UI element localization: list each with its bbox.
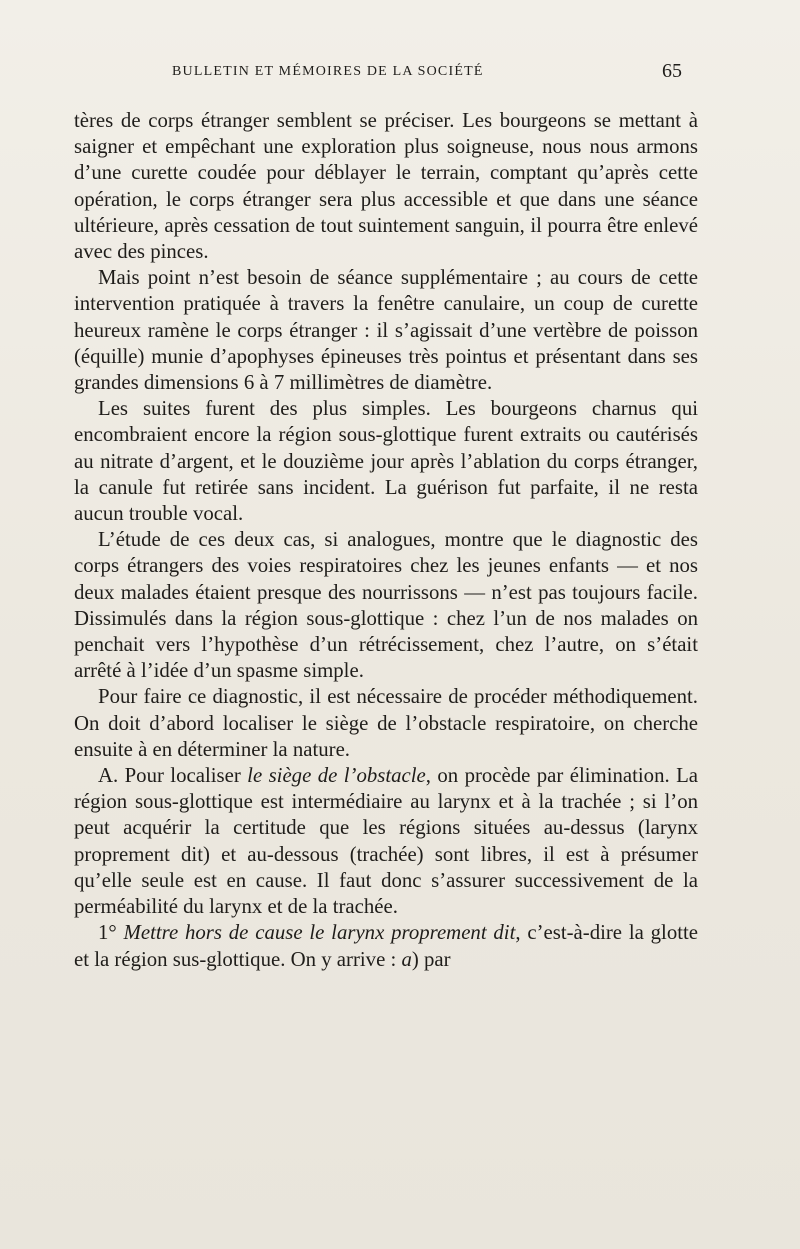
paragraph-7-rest: , c’est-à-dire la glotte et la région sus-glottique. On y arrive : — [74, 921, 699, 971]
paragraph-7-italic-letter: a — [401, 947, 412, 971]
paragraph-6-lead: A. Pour localiser — [98, 764, 248, 788]
page-header — [74, 60, 682, 86]
paragraph-1: tères de corps étranger semblent se préciser. Les bourgeons se mettant à saigner et empêchant une exploration plus soigneuse, nous nous armons d’une curette coudée pour déblayer le terrain, comptant qu’après cette opération, le corps étranger sera plus accessible et que dans une séance ultérieure, après cessation de tout suintement sanguin, il pourra être enlevé avec des pinces. — [74, 109, 698, 264]
paragraph-6 — [74, 763, 698, 920]
paragraph-7 — [74, 920, 698, 972]
paragraph-4: L’étude de ces deux cas, si analogues, montre que le diagnostic des corps étrangers des voies respiratoires chez les jeunes enfants — et nos deux malades étaient presque des nourrissons — n’est pas toujours facile. Dissimulés dans la région sous-glottique : chez l’un de nos malades on penchait vers l’hypothèse d’un rétrécissement, chez l’autre, on s’était arrêté à l’idée d’un spasme simple. — [74, 528, 698, 683]
paragraph-6-rest: , on procède par élimination. La région sous-glottique est intermédiaire au larynx et à la trachée ; si l’on peut acquérir la certitude que les régions situées au-dessus (larynx proprement dit) et au-dessous (trachée) sont libres, il est à présumer qu’elle seule est en cause. Il faut donc s’assurer successivement de la perméabilité du larynx et de la trachée. — [74, 764, 698, 919]
paragraph-3: Les suites furent des plus simples. Les bourgeons charnus qui encombraient encore la région sous-glottique furent extraits ou cautérisés au nitrate d’argent, et le douzième jour après l’ablation du corps étranger, la canule fut retirée sans incident. La guérison fut parfaite, il ne resta aucun trouble vocal. — [74, 397, 698, 526]
paragraph-5: Pour faire ce diagnostic, il est nécessaire de procéder méthodiquement. On doit d’abord localiser le siège de l’obstacle respiratoire, on cherche ensuite à en déterminer la nature. — [74, 685, 698, 761]
page-number: 65 — [662, 60, 682, 82]
running-head: BULLETIN ET MÉMOIRES DE LA SOCIÉTÉ — [172, 64, 484, 79]
paragraph-7-lead: 1° — [98, 921, 124, 945]
paragraph-2: Mais point n’est besoin de séance supplémentaire ; au cours de cette intervention pratiquée à travers la fenêtre canulaire, un coup de curette heureux ramène le corps étranger : il s’agissait d’une vertèbre de poisson (équille) munie d’apophyses épineuses très pointus et présentant dans ses grandes dimensions 6 à 7 millimètres de diamètre. — [74, 266, 698, 395]
paragraph-7-end: ) par — [411, 947, 451, 971]
paragraph-7-italic: Mettre hors de cause le larynx proprement dit — [123, 921, 516, 945]
paragraph-6-italic: le siège de l’obstacle — [247, 764, 426, 788]
body-text — [74, 108, 698, 973]
